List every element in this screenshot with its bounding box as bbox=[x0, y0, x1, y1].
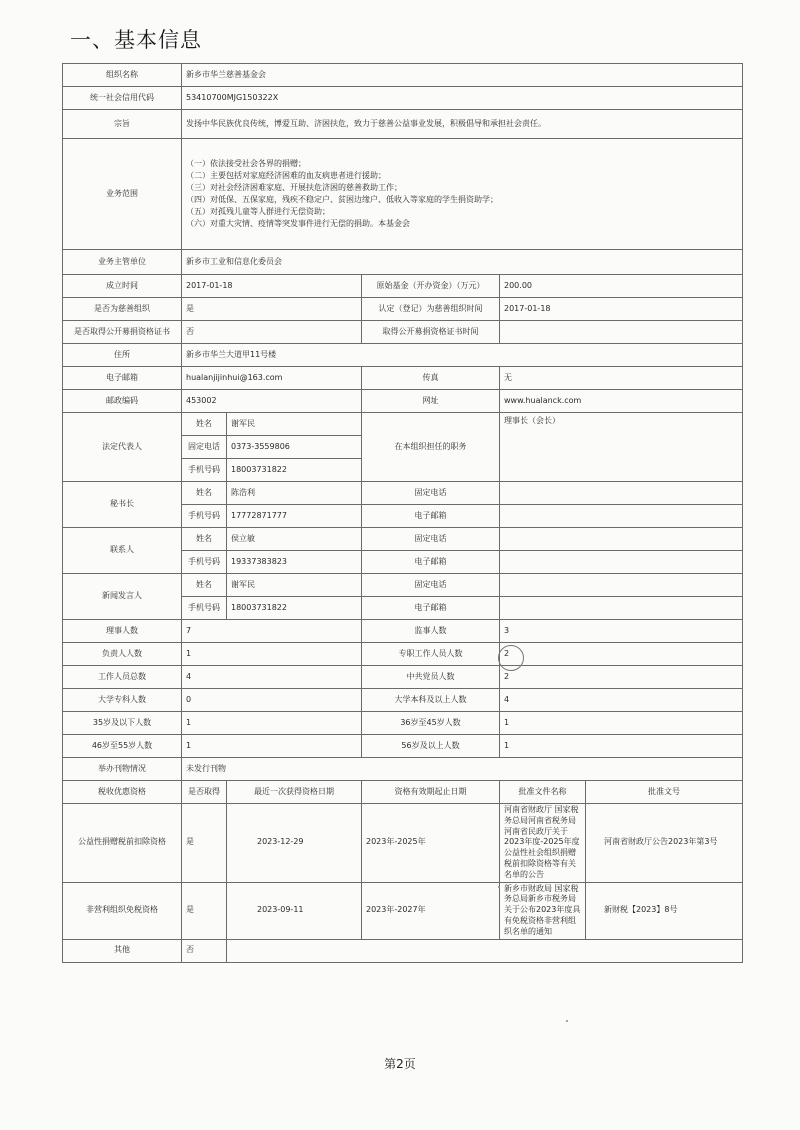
value-secretary-name: 陈浩利 bbox=[227, 482, 362, 505]
stat-value: 1 bbox=[182, 735, 362, 758]
value-other: 否 bbox=[182, 939, 227, 962]
scope-item: （一）依法接受社会各界的捐赠； bbox=[186, 159, 306, 168]
tax-row bbox=[63, 882, 743, 939]
label-original-fund: 原始基金（开办资金）（万元） bbox=[362, 275, 500, 298]
value-spokesperson-mobile: 18003731822 bbox=[227, 597, 362, 620]
label-secretary-mobile: 手机号码 bbox=[182, 505, 227, 528]
tax-period: 2023年-2025年 bbox=[362, 804, 500, 883]
stat-row bbox=[63, 712, 743, 735]
row-postcode bbox=[63, 390, 743, 413]
stat-row bbox=[63, 735, 743, 758]
tax-doc: 河南省财政厅 国家税务总局河南省税务局 河南省民政厅关于2023年度-2025年度公益性社会组织捐赠税前扣除资格等有关名单的公告 bbox=[500, 804, 586, 883]
tax-row bbox=[63, 804, 743, 883]
scope-item: （五）对孤残儿童等人群进行无偿资助； bbox=[186, 207, 330, 216]
stat-value: 1 bbox=[182, 643, 362, 666]
scope-item: （二）主要包括对家庭经济困难的血友病患者进行援助； bbox=[186, 171, 386, 180]
label-contact: 联系人 bbox=[63, 528, 182, 574]
scope-item: （六）对重大灾情、疫情等突发事件进行无偿的捐助。本基金会 bbox=[186, 219, 410, 228]
label-spokesperson-phone: 固定电话 bbox=[362, 574, 500, 597]
label-other: 其他 bbox=[63, 939, 182, 962]
label-legal-rep-position: 在本组织担任的职务 bbox=[362, 413, 500, 482]
label-legal-rep: 法定代表人 bbox=[63, 413, 182, 482]
value-spokesperson-name: 谢军民 bbox=[227, 574, 362, 597]
value-purpose: 发扬中华民族优良传统，博爱互助、济困扶危，致力于慈善公益事业发展，积极倡导和承担社会责任。 bbox=[182, 110, 743, 139]
value-contact-phone bbox=[500, 528, 743, 551]
row-email bbox=[63, 367, 743, 390]
stat-row bbox=[63, 620, 743, 643]
stat-label: 大学本科及以上人数 bbox=[362, 689, 500, 712]
tax-obtained: 是 bbox=[182, 882, 227, 939]
label-legal-rep-name: 姓名 bbox=[182, 413, 227, 436]
stat-value: 2 bbox=[500, 643, 743, 666]
stat-label: 大学专科人数 bbox=[63, 689, 182, 712]
label-secretary: 秘书长 bbox=[63, 482, 182, 528]
stat-label: 监事人数 bbox=[362, 620, 500, 643]
value-is-charity: 是 bbox=[182, 298, 362, 321]
value-legal-rep-phone: 0373-3559806 bbox=[227, 436, 362, 459]
stat-label: 负责人人数 bbox=[63, 643, 182, 666]
label-business-scope: 业务范围 bbox=[63, 139, 182, 250]
row-supervisor bbox=[63, 250, 743, 275]
stat-label: 46岁至55岁人数 bbox=[63, 735, 182, 758]
value-postcode: 453002 bbox=[182, 390, 362, 413]
tax-period: 2023年-2027年 bbox=[362, 882, 500, 939]
stat-label: 中共党员人数 bbox=[362, 666, 500, 689]
label-postcode: 邮政编码 bbox=[63, 390, 182, 413]
value-contact-email bbox=[500, 551, 743, 574]
label-fundraising-date: 取得公开募捐资格证书时间 bbox=[362, 321, 500, 344]
value-spokesperson-phone bbox=[500, 574, 743, 597]
scope-item: （三）对社会经济困难家庭、开展扶危济困的慈善救助工作； bbox=[186, 183, 402, 192]
label-secretary-name: 姓名 bbox=[182, 482, 227, 505]
value-address: 新乡市华兰大道甲11号楼 bbox=[182, 344, 743, 367]
value-email: hualanjijinhui@163.com bbox=[182, 367, 362, 390]
scope-item: （四）对低保、五保家庭，残疾不稳定户、贫困边缘户、低收入等家庭的学生捐资助学； bbox=[186, 195, 498, 204]
value-secretary-mobile: 17772871777 bbox=[227, 505, 362, 528]
label-spokesperson-email: 电子邮箱 bbox=[362, 597, 500, 620]
row-contact-name bbox=[63, 528, 743, 551]
stat-value: 1 bbox=[500, 735, 743, 758]
row-purpose bbox=[63, 110, 743, 139]
tax-header-cell: 税收优惠资格 bbox=[63, 781, 182, 804]
row-is-charity bbox=[63, 298, 743, 321]
row-secretary-name bbox=[63, 482, 743, 505]
tax-name: 非营利组织免税资格 bbox=[63, 882, 182, 939]
tax-header-cell: 是否取得 bbox=[182, 781, 227, 804]
section-title: 一、基本信息 bbox=[70, 28, 202, 52]
stat-label: 工作人员总数 bbox=[63, 666, 182, 689]
label-spokesperson-mobile: 手机号码 bbox=[182, 597, 227, 620]
label-secretary-phone: 固定电话 bbox=[362, 482, 500, 505]
value-fax: 无 bbox=[500, 367, 743, 390]
row-spokesperson-name bbox=[63, 574, 743, 597]
stat-label: 56岁及以上人数 bbox=[362, 735, 500, 758]
label-legal-rep-phone: 固定电话 bbox=[182, 436, 227, 459]
label-org-name: 组织名称 bbox=[63, 64, 182, 87]
label-is-charity: 是否为慈善组织 bbox=[63, 298, 182, 321]
handwritten-circle-mark bbox=[498, 645, 524, 671]
stat-value: 0 bbox=[182, 689, 362, 712]
label-publication: 举办刊物情况 bbox=[63, 758, 182, 781]
row-established bbox=[63, 275, 743, 298]
label-supervisor: 业务主管单位 bbox=[63, 250, 182, 275]
stat-value: 2 bbox=[500, 666, 743, 689]
label-contact-phone: 固定电话 bbox=[362, 528, 500, 551]
label-charity-date: 认定（登记）为慈善组织时间 bbox=[362, 298, 500, 321]
value-legal-rep-mobile: 18003731822 bbox=[227, 459, 362, 482]
tax-header-row bbox=[63, 781, 743, 804]
stat-value: 3 bbox=[500, 620, 743, 643]
value-website: www.hualanck.com bbox=[500, 390, 743, 413]
label-address: 住所 bbox=[63, 344, 182, 367]
label-purpose: 宗旨 bbox=[63, 110, 182, 139]
stat-row bbox=[63, 666, 743, 689]
label-contact-name: 姓名 bbox=[182, 528, 227, 551]
label-email: 电子邮箱 bbox=[63, 367, 182, 390]
tax-name: 公益性捐赠税前扣除资格 bbox=[63, 804, 182, 883]
value-spokesperson-email bbox=[500, 597, 743, 620]
stat-value: 1 bbox=[500, 712, 743, 735]
row-business-scope bbox=[63, 139, 743, 250]
label-fax: 传真 bbox=[362, 367, 500, 390]
stat-value: 4 bbox=[182, 666, 362, 689]
scan-speck bbox=[566, 1020, 568, 1022]
stat-value: 4 bbox=[500, 689, 743, 712]
tax-header-cell: 最近一次获得资格日期 bbox=[227, 781, 362, 804]
label-public-fundraising: 是否取得公开募捐资格证书 bbox=[63, 321, 182, 344]
row-legal-rep-name bbox=[63, 413, 743, 436]
stat-row bbox=[63, 643, 743, 666]
value-established: 2017-01-18 bbox=[182, 275, 362, 298]
tax-date: 2023-09-11 bbox=[227, 882, 362, 939]
value-contact-name: 侯立敏 bbox=[227, 528, 362, 551]
tax-header-cell: 资格有效期起止日期 bbox=[362, 781, 500, 804]
tax-doc: 新乡市财政局 国家税务总局新乡市税务局关于公布2023年度具有免税资格非营利组织名单的通知 bbox=[500, 882, 586, 939]
stat-label: 理事人数 bbox=[63, 620, 182, 643]
value-contact-mobile: 19337383823 bbox=[227, 551, 362, 574]
value-org-name: 新乡市华兰慈善基金会 bbox=[182, 64, 743, 87]
value-fundraising-date bbox=[500, 321, 743, 344]
tax-doc-no: 新财税【2023】8号 bbox=[586, 882, 743, 939]
value-credit-code: 53410700MJG150322X bbox=[182, 87, 743, 110]
label-contact-mobile: 手机号码 bbox=[182, 551, 227, 574]
tax-date: 2023-12-29 bbox=[227, 804, 362, 883]
value-supervisor: 新乡市工业和信息化委员会 bbox=[182, 250, 743, 275]
tax-doc-no: 河南省财政厅公告2023年第3号 bbox=[586, 804, 743, 883]
value-other-blank bbox=[227, 939, 743, 962]
label-secretary-email: 电子邮箱 bbox=[362, 505, 500, 528]
tax-obtained: 是 bbox=[182, 804, 227, 883]
label-spokesperson: 新闻发言人 bbox=[63, 574, 182, 620]
value-original-fund: 200.00 bbox=[500, 275, 743, 298]
value-secretary-email bbox=[500, 505, 743, 528]
value-charity-date: 2017-01-18 bbox=[500, 298, 743, 321]
tax-header-cell: 批准文号 bbox=[586, 781, 743, 804]
row-org-name bbox=[63, 64, 743, 87]
row-publication bbox=[63, 758, 743, 781]
stat-row bbox=[63, 689, 743, 712]
basic-info-table bbox=[62, 63, 743, 963]
row-public-fundraising bbox=[63, 321, 743, 344]
label-contact-email: 电子邮箱 bbox=[362, 551, 500, 574]
value-legal-rep-name: 谢军民 bbox=[227, 413, 362, 436]
row-other bbox=[63, 939, 743, 962]
tax-header-cell: 批准文件名称 bbox=[500, 781, 586, 804]
stat-label: 35岁及以下人数 bbox=[63, 712, 182, 735]
page-number: 第2页 bbox=[384, 1057, 416, 1071]
value-business-scope bbox=[182, 139, 743, 250]
scan-speck bbox=[498, 886, 500, 888]
value-legal-rep-position: 理事长（会长） bbox=[500, 413, 743, 482]
value-publication: 未发行刊物 bbox=[182, 758, 743, 781]
stat-label: 专职工作人员人数 bbox=[362, 643, 500, 666]
label-credit-code: 统一社会信用代码 bbox=[63, 87, 182, 110]
label-established: 成立时间 bbox=[63, 275, 182, 298]
value-secretary-phone bbox=[500, 482, 743, 505]
stat-value: 1 bbox=[182, 712, 362, 735]
label-legal-rep-mobile: 手机号码 bbox=[182, 459, 227, 482]
value-public-fundraising: 否 bbox=[182, 321, 362, 344]
label-website: 网址 bbox=[362, 390, 500, 413]
stat-value: 7 bbox=[182, 620, 362, 643]
row-address bbox=[63, 344, 743, 367]
label-spokesperson-name: 姓名 bbox=[182, 574, 227, 597]
stat-label: 36岁至45岁人数 bbox=[362, 712, 500, 735]
row-credit-code bbox=[63, 87, 743, 110]
